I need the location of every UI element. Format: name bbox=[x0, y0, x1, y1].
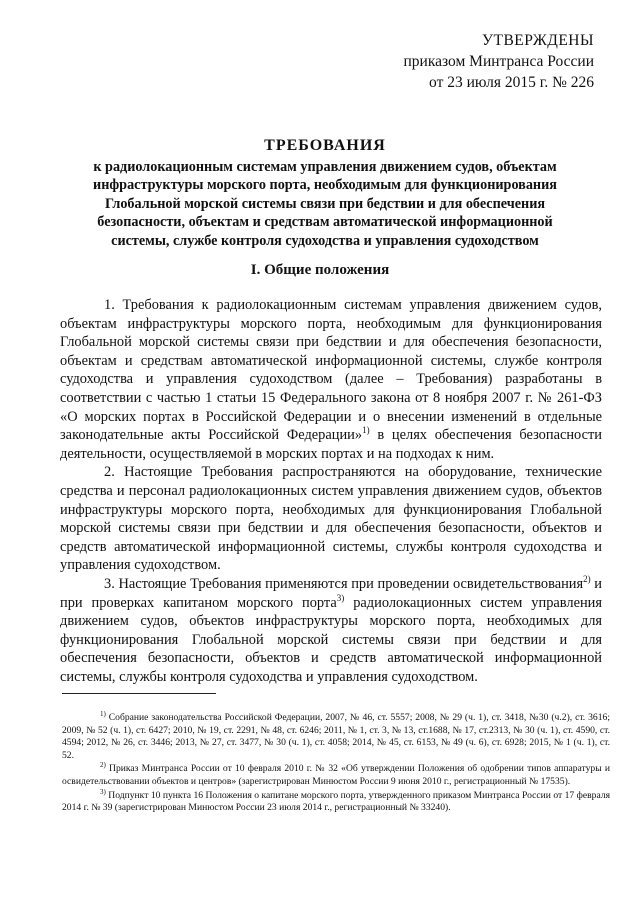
subtitle-line: инфраструктуры морского порта, необходимым для функционирования bbox=[93, 177, 557, 194]
footnote-mark: 3) bbox=[100, 787, 106, 796]
footnote-text: Приказ Минтранса России от 10 февраля 2010 г. № 32 «Об утверждении Положения об одобрении типов аппаратуры и освидетельствовании объектов и центров» (зарегистрирован Минюстом России 9 июня 2010 г., регистрационный № 17535). bbox=[62, 763, 610, 787]
approval-stamp bbox=[404, 30, 595, 93]
paragraph-1-text: 1. Требования к радиолокационным системам управления движением судов, объектам инфраструктуры морского порта, необходимым для функционирования Глобальной морской системы связи при бедствии и для обеспечения безопасности, объектам и средствам автоматической информационной системы, службе контроля судоходства и управления судоходством (далее – Требования) разработаны в соответствии с частью 1 статьи 15 Федерального закона от 8 ноября 2007 г. № 261-ФЗ «О морских портах в Российской Федерации и о внесении изменений в отдельные законодательные акты Российской Федерации» bbox=[60, 297, 602, 444]
footnote-text: Собрание законодательства Российской Федерации, 2007, № 46, ст. 5557; 2008, № 29 (ч. 1), ст. 3418, №30 (ч.2), ст. 3616; 2009, № 52 (ч. 1), ст. 6427; 2010, № 19, ст. 2291, № 48, ст. 6246; 2011, № 1, ст. 3, № 13, ст.1688, № 17, ст.2313, № 30 (ч. 1), ст. 4590, ст. 4594; 2012, № 26, ст. 3446; 2013, № 27, ст. 3477, № 30 (ч. 1), ст. 4058; 2014, № 45, ст. 6153, № 49 (ч. 6), ст. 6928; 2015, № 1 (ч. 1), ст. 52. bbox=[62, 712, 610, 761]
document-subtitle bbox=[40, 158, 610, 250]
paragraph-3 bbox=[60, 575, 602, 687]
footnote-divider bbox=[62, 693, 216, 694]
footnote-mark: 2) bbox=[100, 761, 106, 770]
document-title-block bbox=[40, 136, 610, 250]
body-text bbox=[60, 296, 602, 686]
paragraph-3-text-end: радиолокационных систем управления движением судов, объектов инфраструктуры морского порта, необходимых для функционирования Глобальной морской системы связи при бедствии и для обеспечения безопасности, объектов и средств автоматической информационной системы, службы контроля судоходства и управления судоходством. bbox=[60, 594, 602, 685]
approval-heading: УТВЕРЖДЕНЫ bbox=[482, 32, 594, 49]
document-title: ТРЕБОВАНИЯ bbox=[264, 137, 386, 154]
section-heading: I. Общие положения bbox=[250, 262, 390, 278]
paragraph-3-text-cont: и при проверках капитаном морского порта bbox=[60, 575, 602, 611]
approval-date: от 23 июля 2015 г. № 226 bbox=[429, 74, 594, 91]
footnote-3 bbox=[62, 787, 610, 815]
subtitle-line: Глобальной морской системы связи при бедствии и для обеспечения bbox=[104, 195, 546, 212]
footnote-mark: 1) bbox=[100, 709, 106, 718]
approval-order: приказом Минтранса России bbox=[403, 53, 594, 70]
paragraph-1 bbox=[60, 296, 602, 463]
footnote-ref-3: 3) bbox=[336, 592, 345, 603]
footnote-2 bbox=[62, 763, 610, 788]
footnote-text: Подпункт 10 пункта 16 Положения о капитане морского порта, утвержденного приказом Минтранса России от 17 февраля 2014 г. № 39 (зарегистрирован Минюстом России 23 июля 2014 г., регистрационный № 33240). bbox=[62, 789, 610, 814]
footnote-1 bbox=[62, 709, 610, 762]
footnotes bbox=[62, 709, 610, 816]
subtitle-line: к радиолокационным системам управления движением судов, объектам bbox=[93, 159, 557, 175]
footnote-ref-2: 2) bbox=[583, 574, 591, 585]
subtitle-line: системы, службе контроля судоходства и управления судоходством bbox=[111, 232, 539, 249]
footnote-ref-1: 1) bbox=[362, 425, 370, 436]
subtitle-line: безопасности, объектам и средствам автоматической информационной bbox=[97, 214, 553, 231]
paragraph-1-text-cont: в целях обеспечения безопасности деятельности, осуществляемой в морских портах и на подходах к ним. bbox=[60, 427, 602, 462]
paragraph-2: 2. Настоящие Требования распространяются на оборудование, технические средства и персонал радиолокационных систем управления движением судов, объектов инфраструктуры морского порта, необходимых для функционирования Глобальной морской системы связи при бедствии и для обеспечения безопасности, объектов и средств автоматической информационной системы, службы контроля судоходства и управления судоходством. bbox=[60, 464, 602, 574]
paragraph-3-text: 3. Настоящие Требования применяются при проведении освидетельствования bbox=[104, 575, 584, 592]
